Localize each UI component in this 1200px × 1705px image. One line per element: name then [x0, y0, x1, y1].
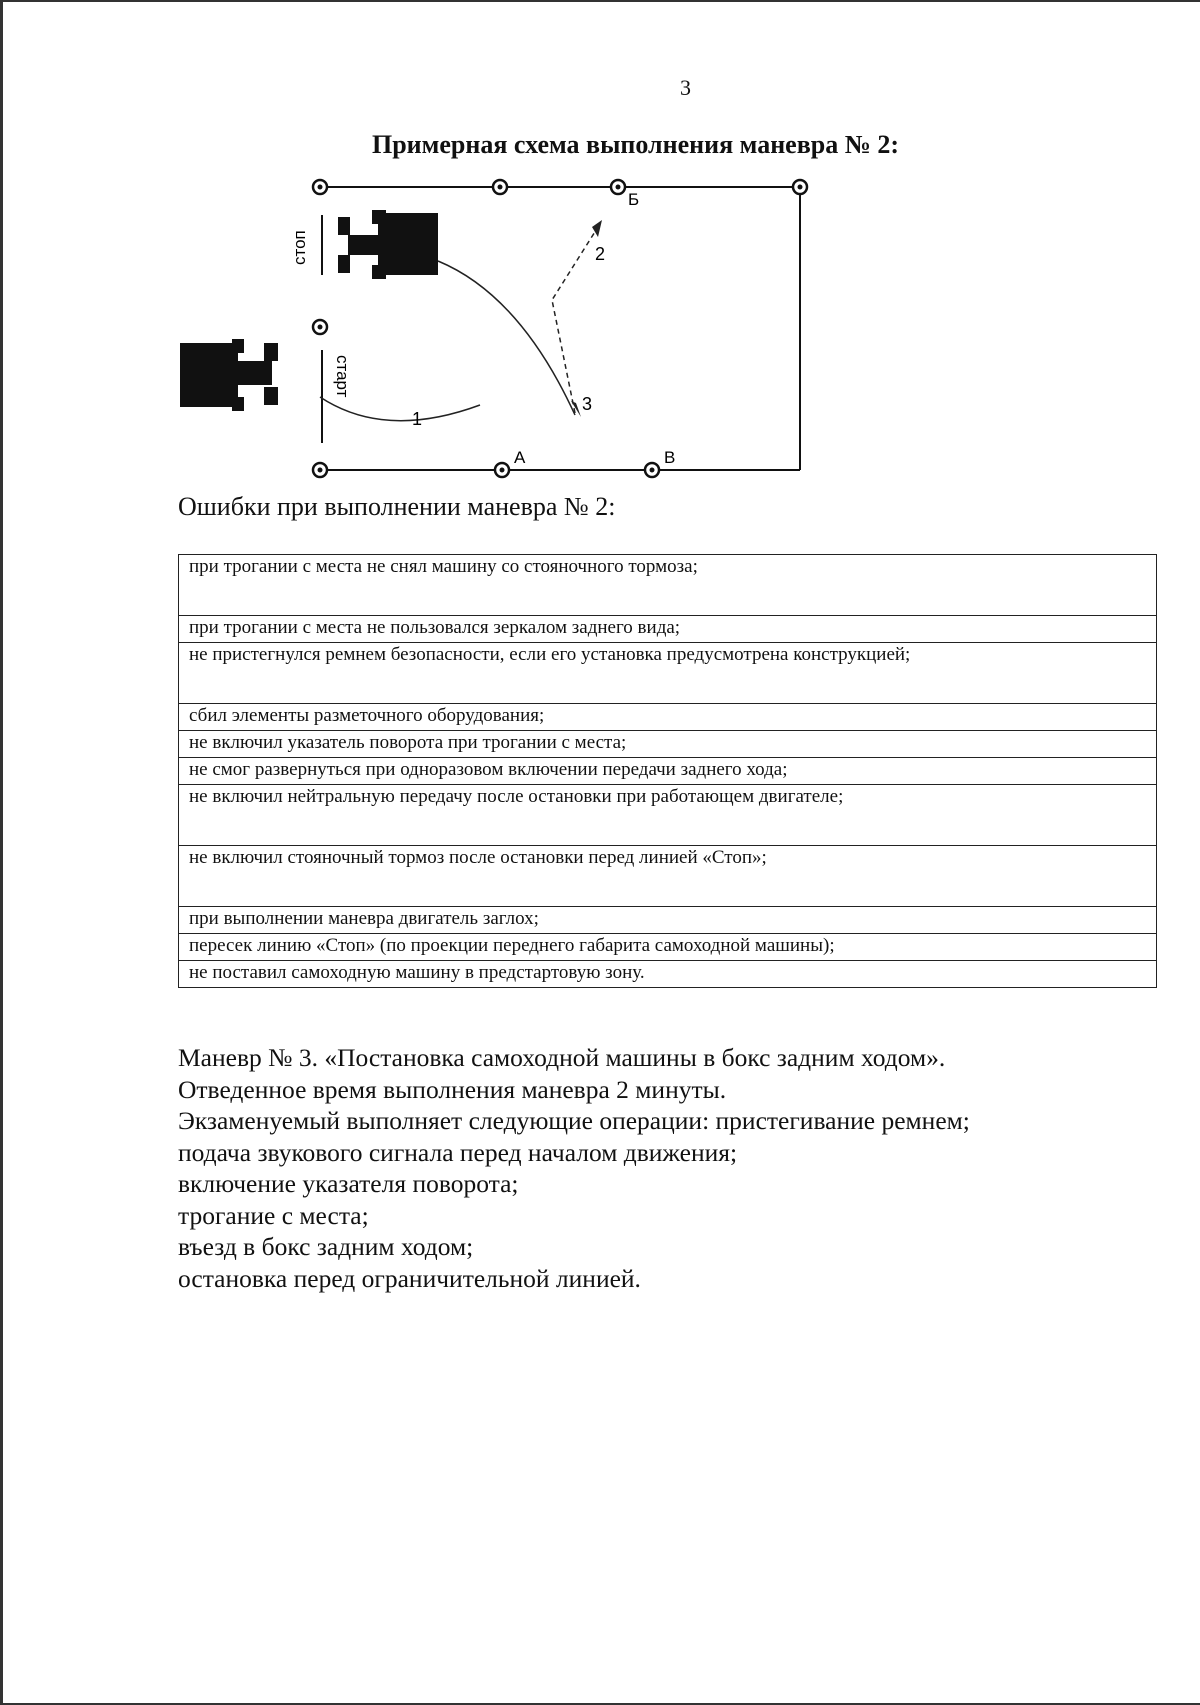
- paragraph-line: Экзаменуемый выполняет следующие операции: пристегивание ремнем;: [178, 1106, 970, 1135]
- start-label: старт: [333, 355, 352, 398]
- table-row: [179, 555, 1157, 616]
- scan-frame-top: [0, 0, 1200, 2]
- paragraph-line: подача звукового сигнала перед началом движения;: [178, 1137, 738, 1167]
- table-row: [179, 907, 1157, 934]
- errors-table: [178, 554, 1157, 988]
- path-step-3: [438, 261, 575, 415]
- point-b-label: Б: [628, 190, 640, 209]
- error-item: не включил стояночный тормоз после остановки перед линией «Стоп»;: [179, 846, 1157, 907]
- paragraph-line: Маневр № 3. «Постановка самоходной машины в бокс задним ходом».: [178, 1043, 946, 1072]
- table-row: [179, 616, 1157, 643]
- maneuver-3-description: [178, 1042, 970, 1294]
- error-item: пересек линию «Стоп» (по проекции переднего габарита самоходной машины);: [179, 934, 1157, 961]
- error-item: при трогании с места не снял машину со стояночного тормоза;: [179, 555, 1157, 616]
- diagram-title: Примерная схема выполнения маневра № 2:: [372, 130, 899, 159]
- table-row: [179, 731, 1157, 758]
- error-item: не пристегнулся ремнем безопасности, если его установка предусмотрена конструкцией;: [179, 643, 1157, 704]
- maneuver-diagram: [180, 165, 820, 495]
- step-2-label: 2: [595, 244, 606, 264]
- error-item: не включил нейтральную передачу после остановки при работающем двигателе;: [179, 785, 1157, 846]
- error-item: при трогании с места не пользовался зеркалом заднего вида;: [179, 616, 1157, 643]
- point-a-label: А: [514, 448, 526, 467]
- step-3-label: 3: [582, 394, 593, 414]
- paragraph-line: остановка перед ограничительной линией.: [178, 1263, 641, 1293]
- paragraph-line: въезд в бокс задним ходом;: [178, 1232, 474, 1261]
- error-item: не включил указатель поворота при трогании с места;: [179, 731, 1157, 758]
- table-row: [179, 846, 1157, 907]
- tractor-stop-icon: [338, 210, 438, 279]
- tractor-start-icon: [180, 339, 278, 411]
- table-row: [179, 961, 1157, 988]
- error-item: сбил элементы разметочного оборудования;: [179, 704, 1157, 731]
- path-step-2: [552, 227, 598, 413]
- table-row: [179, 785, 1157, 846]
- page-number: 3: [680, 75, 691, 100]
- error-item: при выполнении маневра двигатель заглох;: [179, 907, 1157, 934]
- table-row: [179, 934, 1157, 961]
- paragraph-line: трогание с места;: [178, 1200, 369, 1230]
- error-item: не поставил самоходную машину в предстартовую зону.: [179, 961, 1157, 988]
- table-row: [179, 758, 1157, 785]
- stop-label: стоп: [290, 230, 309, 265]
- paragraph-line: включение указателя поворота;: [178, 1169, 519, 1198]
- scan-frame-left: [0, 0, 3, 1705]
- table-row: [179, 704, 1157, 731]
- point-v-label: В: [664, 448, 676, 467]
- error-item: не смог развернуться при одноразовом включении передачи заднего хода;: [179, 758, 1157, 785]
- table-row: [179, 643, 1157, 704]
- errors-heading: Ошибки при выполнении маневра № 2:: [178, 492, 616, 521]
- path-step-1: [320, 397, 480, 421]
- step-1-label: 1: [412, 409, 423, 429]
- paragraph-line: Отведенное время выполнения маневра 2 минуты.: [178, 1074, 727, 1104]
